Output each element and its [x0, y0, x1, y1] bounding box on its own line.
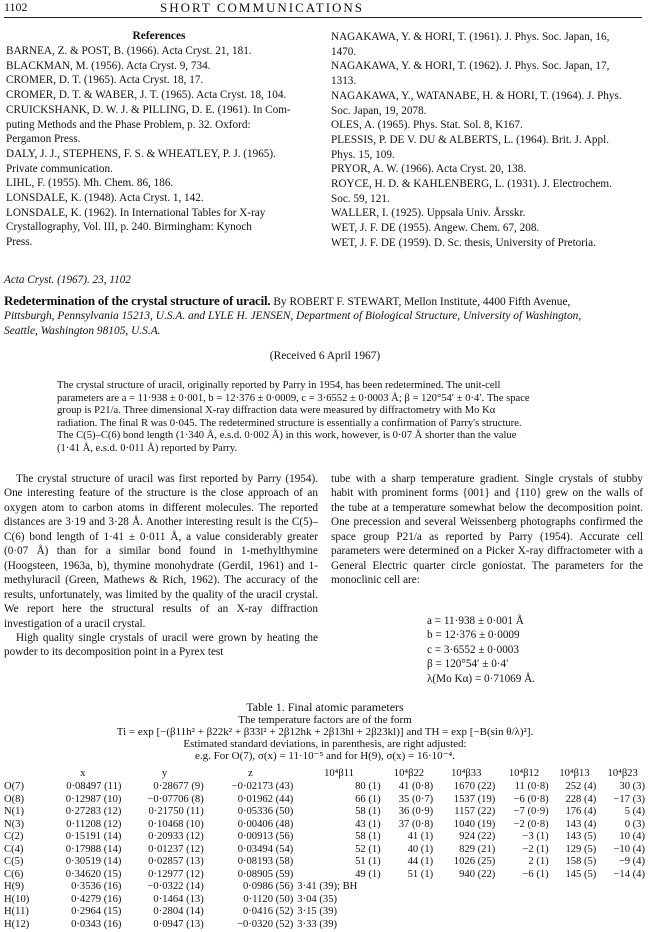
table-cell: 41 (1) [407, 831, 434, 843]
table-cell [497, 894, 550, 907]
body-paragraph-3: tube with a sharp temperature gradient. Single crystals of stubby habit with prominent forms {001} and {110} grew on the walls of the tube at a temperature somewhat below the decomposition point. One precession and several Weissenberg photographs confirmed the space group P21/a as reported by Parry (1954). Accurate cell parameters were determined on a Picker X-ray diffractometer with a General Electric quarter circle goniostat. The parameters for the monoclinic cell are: [331, 473, 643, 587]
reference-line: puting Methods and the Phase Problem, p. 32. Oxford: [6, 118, 251, 131]
byline-1: By ROBERT F. STEWART, Mellon Institute, 4400 Fifth Avenue, [270, 296, 571, 308]
table-cell: −0·0322 (14) [147, 881, 204, 893]
cell-parameter: β = 120°54′ ± 0·4′ [427, 658, 509, 671]
reference-line: Phys. 15, 109. [331, 148, 395, 161]
table-cell [497, 906, 550, 919]
table-cell: C(4) [4, 843, 24, 855]
column-header: 10⁴β33 [451, 768, 482, 779]
table-cell [598, 881, 647, 894]
table-row [2, 781, 647, 794]
table-cell [598, 919, 647, 932]
reference-line: CROMER, D. T. (1965). Acta Cryst. 18, 17. [6, 74, 204, 87]
table-cell: 924 (22) [459, 831, 496, 843]
table-cell: 1026 (25) [453, 856, 496, 868]
table-cell: 0·03494 (54) [237, 843, 294, 855]
abstract-line: The C(5)–C(6) bond length (1·340 Å, e.s.d. 0·002 Å) in this work, however, is 0·07 Å shorter than the value [57, 430, 517, 441]
column-header: 10⁴β23 [607, 768, 638, 779]
table-cell: O(7) [4, 781, 25, 792]
table-row [2, 919, 647, 932]
journal-reference: Acta Cryst. (1967). 23, 1102 [4, 274, 131, 286]
table-cell: 0·28677 (9) [153, 781, 204, 792]
table-cell: 0·01962 (44) [237, 793, 294, 805]
table-cell: 145 (5) [565, 868, 597, 880]
received-date: (Received 6 April 1967) [269, 350, 381, 362]
table-cell [497, 919, 550, 932]
references-title: References [132, 30, 186, 42]
table-cell: 1537 (19) [453, 793, 496, 805]
reference-line: PRYOR, A. W. (1966). Acta Cryst. 20, 138. [331, 163, 527, 176]
references-left [6, 44, 318, 250]
table-cell: 5 (4) [624, 806, 645, 818]
table-cell: 49 (1) [355, 868, 381, 880]
table-cell: C(5) [4, 856, 24, 868]
table-row [2, 794, 647, 807]
reference-line: DALY, J. J., STEPHENS, F. S. & WHEATLEY, P. J. (1965). [6, 147, 276, 160]
table-cell [598, 906, 647, 919]
table-cell: 0·08905 (59) [237, 868, 294, 880]
table-cell: 0·0986 (56) [242, 881, 294, 893]
reference-line: BARNEA, Z. & POST, B. (1966). Acta Cryst. 21, 181. [6, 45, 252, 57]
table-cell: 11 (0·8) [514, 781, 549, 792]
article-title: Redetermination of the crystal structure of uracil. [4, 293, 271, 308]
table-cell [383, 906, 435, 919]
table-cell: 35 (0·7) [398, 793, 434, 805]
cell-parameter: λ(Mo Kα) = 0·71069 Å. [427, 672, 536, 685]
table-cell: 52 (1) [355, 843, 381, 855]
table-cell [551, 906, 599, 919]
table-cell: H(9) [4, 881, 25, 893]
table-cell: −9 (4) [618, 856, 645, 868]
table-cell: 0·08497 (11) [66, 781, 122, 792]
byline-2: Pittsburgh, Pennsylvania 15213, U.S.A. and LYLE H. JENSEN, Department of Biological Structure, University of Washington, [4, 310, 582, 323]
table-row [2, 819, 647, 832]
table-cell: 0·0947 (13) [153, 919, 204, 931]
reference-line: Pergamon Press. [6, 133, 81, 146]
article-header [4, 294, 644, 338]
table-cell: 0·01237 (12) [148, 843, 204, 855]
reference-line: NAGAKAWA, Y. & HORI, T. (1961). J. Phys. Soc. Japan, 16, [331, 31, 610, 43]
running-head: SHORT COMMUNICATIONS [160, 0, 365, 15]
table-cell [598, 894, 647, 907]
table-row [2, 906, 647, 919]
body-left-column [4, 472, 318, 660]
table-cell: 40 (1) [407, 843, 434, 855]
table-cell: 158 (5) [565, 856, 597, 868]
abstract-line: radiation. The final R was 0·045. The redetermined structure is essentially a confirmation of Parry's structure. [57, 417, 522, 429]
table-cell: 30 (3) [619, 781, 645, 792]
table-cell: 940 (22) [459, 868, 496, 880]
atomic-parameters-table [2, 766, 647, 932]
table-cell: 0·1120 (50) [243, 893, 294, 905]
table-row [2, 869, 647, 882]
table-cell [435, 881, 497, 894]
table-cell: 0·4279 (16) [71, 893, 122, 905]
abstract-line: parameters are a = 11·938 ± 0·001, b = 12·376 ± 0·0009, c = 3·6552 ± 0·0003 Å; β = 120°54′ ± 0·4′. The space [57, 392, 530, 404]
table-cell: 3·41 (39); BH [297, 881, 358, 893]
table-cell: 0·21750 (11) [148, 806, 204, 818]
table-cell: 51 (1) [407, 868, 434, 880]
header-rule [4, 17, 642, 18]
reference-line: LONSDALE, K. (1948). Acta Cryst. 1, 142. [6, 192, 204, 205]
reference-line: 1470. [331, 45, 357, 58]
reference-line: BLACKMAN, M. (1956). Acta Cryst. 9, 734. [6, 59, 211, 72]
table-cell: 0·0416 (52) [242, 906, 294, 918]
table-cell: 0·34620 (15) [65, 868, 122, 880]
table-cell: 44 (1) [407, 856, 434, 868]
table-cell: 1040 (19) [453, 818, 496, 830]
body-paragraph-2: High quality single crystals of uracil were grown by heating the powder to its decomposition point in a Pyrex test [4, 631, 318, 659]
table-note-3: Estimated standard deviations, in parenthesis, are right adjusted: [183, 738, 467, 750]
table-cell: 0 (3) [624, 818, 645, 830]
table-cell [551, 894, 599, 907]
reference-line: Soc. 59, 121. [331, 192, 390, 205]
table-cell: 0·3536 (16) [71, 881, 122, 893]
table-cell: −2 (0·8) [513, 818, 549, 830]
table-cell: 1157 (22) [454, 806, 496, 818]
reference-line: CRUICKSHANK, D. W. J. & PILLING, D. E. (1961). In Com- [6, 103, 291, 116]
table-cell: 80 (1) [355, 781, 381, 792]
reference-line: WET, J. F. DE (1955). Angew. Chem. 67, 208. [331, 222, 540, 235]
table-cell: H(12) [4, 919, 30, 931]
table-cell: 0·12977 (12) [148, 868, 204, 880]
table-cell [435, 894, 497, 907]
table-row [2, 856, 647, 869]
table-cell: 3·15 (39) [297, 906, 338, 918]
table-cell: 37 (0·8) [398, 818, 434, 830]
table-cell [383, 881, 435, 894]
table-row [2, 806, 647, 819]
table-cell: 0·10468 (10) [148, 818, 204, 830]
table-cell: −0·0320 (52) [237, 919, 294, 931]
reference-line: NAGAKAWA, Y., WATANABE, H. & HORI, T. (1964). J. Phys. [331, 89, 622, 102]
table-cell: 0·2804 (14) [153, 906, 204, 918]
table-cell: 66 (1) [355, 793, 381, 805]
table-cell [551, 919, 599, 932]
table-cell: 51 (1) [355, 856, 381, 868]
reference-line: Private communication. [6, 162, 113, 175]
table-cell: 0·27283 (12) [65, 806, 122, 818]
table-cell: −17 (3) [613, 793, 645, 805]
table-cell: 143 (4) [565, 818, 597, 830]
table-cell: −6 (1) [522, 868, 549, 880]
table-note-2: Ti = exp [−(β11h² + β22k² + β33l² + 2β12hk + 2β13hl + 2β23kl)] and TH = exp [−B(sin θ/λ)²]. [116, 726, 534, 738]
table-cell: 0·30519 (14) [65, 856, 122, 868]
cell-parameter: c = 3·6552 ± 0·0003 [427, 643, 519, 656]
table-cell: −0·02173 (43) [231, 781, 294, 792]
table-cell: 2 (1) [528, 856, 549, 868]
table-cell: −6 (0·8) [513, 793, 549, 805]
table-cell: 41 (0·8) [398, 781, 434, 792]
table-cell: −0·07706 (8) [147, 793, 204, 805]
table-cell: O(8) [4, 793, 25, 805]
table-cell: 36 (0·9) [398, 806, 434, 818]
table-caption-text: Table 1. Final atomic parameters [246, 700, 404, 714]
table-cell [435, 906, 497, 919]
table-cell: 0·02857 (13) [148, 856, 204, 868]
table-cell: C(2) [4, 831, 24, 843]
column-header: 10⁴β11 [324, 768, 354, 779]
column-header: x [80, 768, 86, 779]
table-cell: 43 (1) [355, 818, 381, 830]
table-cell [497, 881, 550, 894]
abstract-line: (1·41 Å, e.s.d. 0·011 Å) reported by Parry. [57, 442, 238, 454]
table-header-row [2, 766, 647, 781]
table-cell: N(3) [4, 818, 25, 830]
column-header: 10⁴β12 [508, 768, 540, 779]
table-cell: 0·00913 (56) [237, 831, 294, 843]
table-cell: 0·0343 (16) [71, 919, 122, 931]
column-header: 10⁴β13 [559, 768, 590, 779]
table-row [2, 894, 647, 907]
table-cell: 0·05336 (50) [237, 806, 294, 818]
table-cell [383, 894, 435, 907]
column-header: y [161, 768, 168, 779]
reference-line: Soc. Japan, 19, 2078. [331, 104, 427, 117]
page-number: 1102 [4, 0, 28, 14]
byline-3: Seattle, Washington 98105, U.S.A. [4, 324, 161, 337]
table-note-1: The temperature factors are of the form [238, 714, 412, 726]
table-cell: 176 (4) [565, 806, 597, 818]
reference-line: Press. [6, 236, 33, 249]
table-cell: −2 (1) [522, 843, 549, 855]
table-cell: −3 (1) [522, 831, 549, 843]
table-cell: 0·08193 (58) [237, 856, 294, 868]
table-caption [0, 700, 650, 715]
table-cell: C(6) [4, 868, 24, 880]
table-cell: −10 (4) [613, 843, 645, 855]
table-cell: 0·11208 (12) [66, 818, 122, 830]
table-cell: 0·2964 (15) [71, 906, 122, 918]
table-cell: 252 (4) [565, 781, 597, 792]
table-cell: 0·1464 (13) [153, 893, 204, 905]
table-cell: −7 (0·9) [513, 806, 549, 818]
reference-line: LIHL, F. (1955). Mh. Chem. 86, 186. [6, 177, 174, 190]
reference-line: WALLER, I. (1925). Uppsala Univ. Årsskr. [331, 207, 526, 220]
cell-parameters [427, 614, 535, 686]
body-paragraph-1: The crystal structure of uracil was first reported by Parry (1954). One interesting feature of the structure is the close approach of an oxygen atom to carbon atoms in different molecules. The reported distances are 3·19 and 3·28 Å. Another interesting result is the C(5)–C(6) bond length of 1·41 ± 0·011 Å, a value considerably greater (0·07 Å) than for a similar bond found in 1-methylthymine (Hoogsteen, 1963a, b), thymine monohydrate (Gerdil, 1961) and 1-methyluracil (Green, Mathews & Rich, 1962). The accuracy of the results, unfortunately, was limited by the quality of the uracil crystal. We report here the structural results of an X-ray diffraction investigation of a uracil crystal. [4, 473, 318, 630]
table-cell: 0·12987 (10) [65, 793, 122, 805]
table-note-4: e.g. For O(7), σ(x) = 11·10⁻⁵ and for H(9), σ(x) = 16·10⁻⁴. [194, 750, 456, 762]
table-cell: 0·15191 (14) [65, 831, 122, 843]
reference-line: LONSDALE, K. (1962). In International Tables for X-ray [6, 206, 266, 219]
table-row [2, 881, 647, 894]
cell-parameter: a = 11·938 ± 0·001 Å [427, 615, 524, 627]
column-header [2, 766, 42, 781]
reference-line: PLESSIS, P. DE V. DU & ALBERTS, L. (1964). Brit. J. Appl. [331, 133, 610, 146]
abstract [57, 380, 639, 455]
table-cell [383, 919, 435, 932]
reference-line: CROMER, D. T. & WABER, J. T. (1965). Acta Cryst. 18, 104. [6, 89, 287, 102]
table-cell: 0·20933 (12) [148, 831, 204, 843]
body-right-column [331, 472, 643, 588]
table-cell: 1670 (22) [453, 781, 496, 792]
table-cell: 143 (5) [565, 831, 597, 843]
references-right [331, 30, 645, 251]
table-cell: 829 (21) [459, 843, 496, 855]
table-cell: 3·33 (39) [297, 919, 338, 931]
table-cell: 129 (5) [565, 843, 597, 855]
reference-line: 1313. [331, 75, 357, 88]
reference-line: ROYCE, H. D. & KAHLENBERG, L. (1931). J. Electrochem. [331, 178, 612, 191]
table-cell: H(11) [4, 906, 29, 918]
table-row [2, 831, 647, 844]
cell-parameter: b = 12·376 ± 0·0009 [427, 629, 520, 642]
table-cell: 3·04 (35) [297, 893, 338, 905]
column-header: 10⁴β22 [393, 768, 425, 779]
table-cell: 58 (1) [355, 806, 381, 818]
reference-line: NAGAKAWA, Y. & HORI, T. (1962). J. Phys. Soc. Japan, 17, [331, 60, 610, 73]
table-cell: N(1) [4, 806, 25, 818]
reference-line: OLES, A. (1965). Phys. Stat. Sol. 8, K167. [331, 119, 523, 132]
reference-line: WET, J. F. DE (1959). D. Sc. thesis, University of Pretoria. [331, 236, 596, 249]
table-cell: 10 (4) [619, 831, 645, 843]
table-cell: 58 (1) [355, 831, 381, 843]
table-cell [551, 881, 599, 894]
reference-line: Crystallography, Vol. III, p. 240. Birmingham: Kynoch [6, 221, 252, 234]
column-header: z [248, 768, 253, 779]
table-cell [435, 919, 497, 932]
table-row [2, 844, 647, 857]
table-cell: 0·00406 (48) [237, 818, 294, 830]
table-cell: −14 (4) [613, 868, 645, 880]
abstract-line: The crystal structure of uracil, originally reported by Parry in 1954, has been redetermined. The unit-cell [57, 380, 501, 391]
table-cell: 0·17988 (14) [65, 843, 122, 855]
table-cell: 228 (4) [565, 793, 597, 805]
table-cell: H(10) [4, 893, 30, 905]
abstract-line: group is P21/a. Three dimensional X-ray diffraction data were measured by diffractometry with Mo Kα [57, 405, 496, 416]
